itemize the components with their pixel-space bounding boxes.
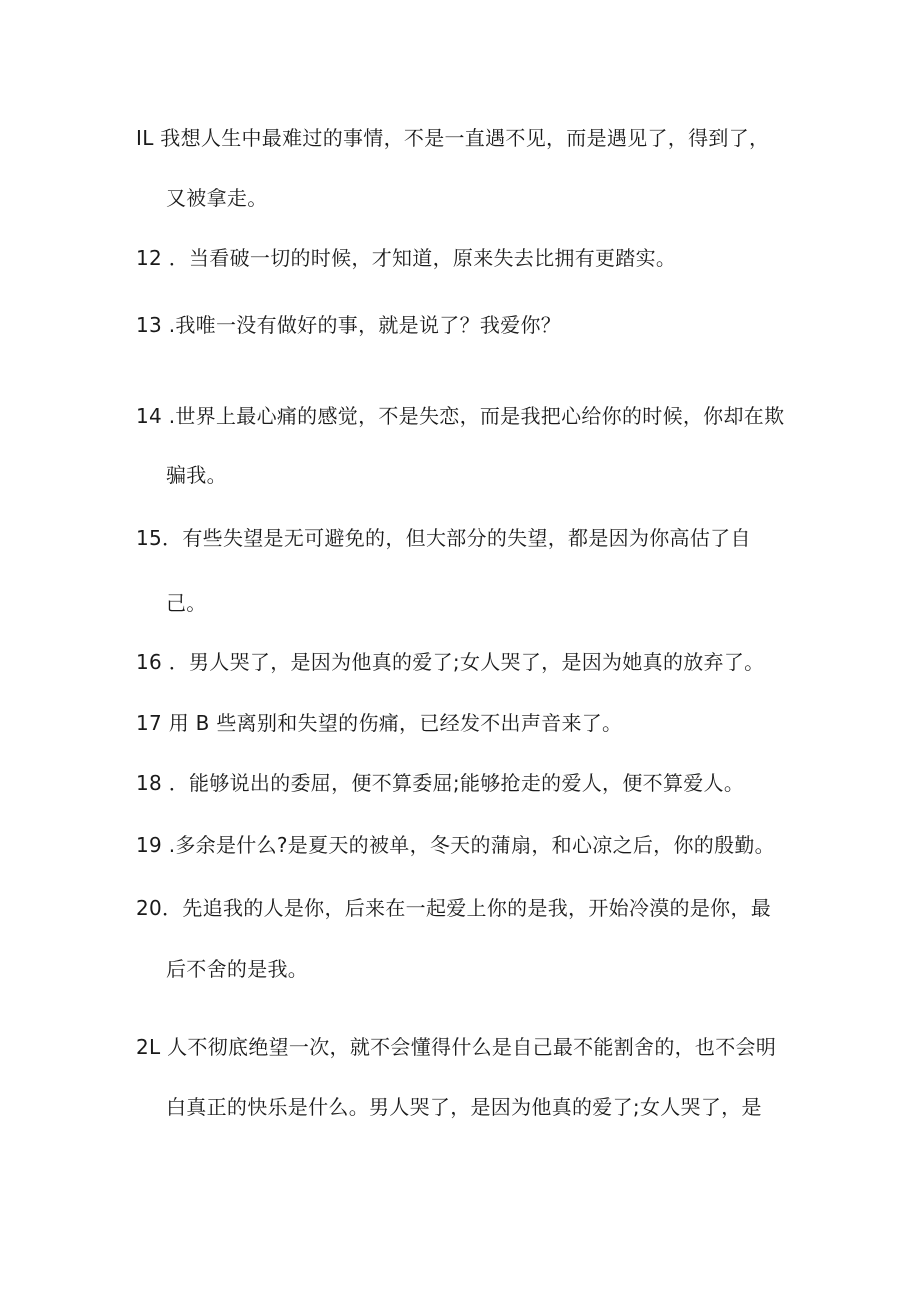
- text-line-continuation: 后不舍的是我。: [166, 957, 309, 981]
- text-line: 16 ．男人哭了，是因为他真的爱了;女人哭了，是因为她真的放弃了。: [136, 650, 765, 674]
- text-line-continuation: 骗我。: [166, 463, 227, 487]
- text-line: 19 .多余是什么?是夏天的被单，冬天的蒲扇，和心凉之后，你的殷勤。: [136, 833, 775, 857]
- text-line: IL 我想人生中最难过的事情，不是一直遇不见，而是遇见了，得到了，: [136, 126, 770, 150]
- text-line: 18 ．能够说出的委屈，便不算委屈;能够抢走的爱人，便不算爱人。: [136, 771, 745, 795]
- text-line: 12 ．当看破一切的时候，才知道，原来失去比拥有更踏实。: [136, 246, 677, 270]
- text-line: 14 .世界上最心痛的感觉，不是失恋，而是我把心给你的时候，你却在欺: [136, 404, 785, 428]
- text-line: 15．有些失望是无可避免的，但大部分的失望，都是因为你高估了自: [136, 526, 751, 550]
- text-line: 13 .我唯一没有做好的事，就是说了？我爱你？: [136, 313, 562, 337]
- text-line-continuation: 己。: [166, 591, 207, 615]
- text-line-continuation: 白真正的快乐是什么。男人哭了，是因为他真的爱了;女人哭了，是: [166, 1095, 762, 1119]
- text-line: 17 用 B 些离别和失望的伤痛，已经发不出声音来了。: [136, 711, 623, 735]
- text-line-continuation: 又被拿走。: [166, 186, 268, 210]
- text-line: 20．先追我的人是你，后来在一起爱上你的是我，开始冷漠的是你，最: [136, 896, 772, 920]
- text-line: 2L 人不彻底绝望一次，就不会懂得什么是自己最不能割舍的，也不会明: [136, 1035, 777, 1059]
